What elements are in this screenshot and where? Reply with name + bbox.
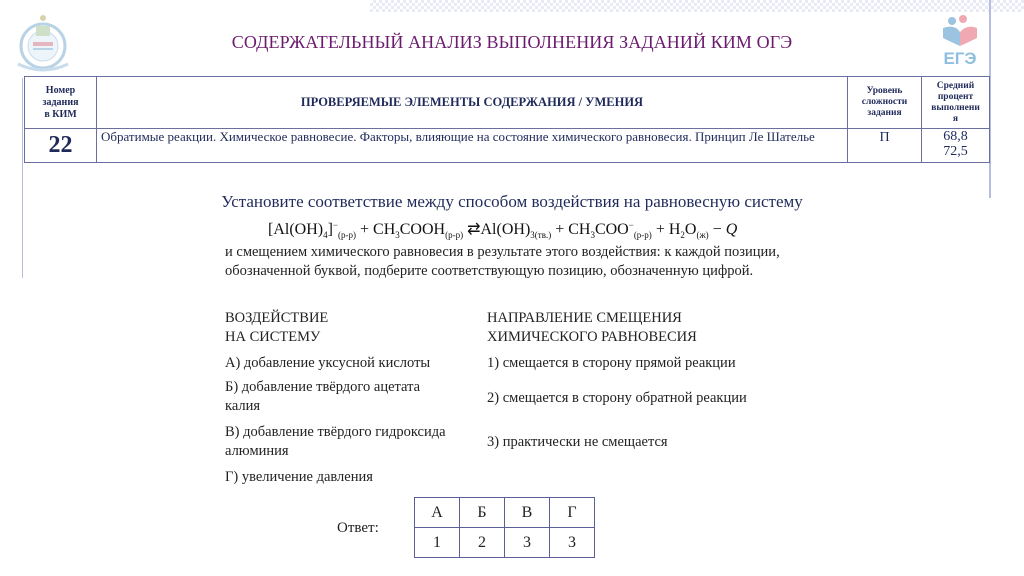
task-instruction: Установите соответствие между способом воздействия на равновесную систему — [221, 192, 803, 211]
answer-digit-cell: 3 — [505, 528, 550, 558]
answer-digit-cell: 2 — [460, 528, 505, 558]
frame-line-left — [22, 78, 23, 278]
shift-option-1: 1) смещается в сторону прямой реакции — [487, 355, 736, 371]
answer-label: Ответ: — [337, 520, 379, 536]
answer-letter-cell: А — [415, 498, 460, 528]
shift-option-3: 3) практически не смещается — [487, 434, 668, 450]
answer-table — [414, 497, 595, 558]
svg-text:ЕГЭ: ЕГЭ — [943, 49, 977, 68]
task-number: 22 — [25, 129, 97, 163]
header-content-elements: ПРОВЕРЯЕМЫЕ ЭЛЕМЕНТЫ СОДЕРЖАНИЯ / УМЕНИЯ — [97, 77, 848, 129]
answer-digits-row — [415, 528, 595, 558]
impact-item-g: Г) увеличение давления — [225, 469, 373, 485]
answer-letter-cell: В — [505, 498, 550, 528]
header-difficulty-level: Уровень сложности задания — [848, 77, 922, 129]
difficulty-level: П — [848, 129, 922, 163]
header-average-percent: Средний процент выполнени я — [922, 77, 990, 129]
decorative-pattern-strip — [370, 0, 1024, 12]
answer-digit-cell: 3 — [550, 528, 595, 558]
answer-digit-cell: 1 — [415, 528, 460, 558]
impact-item-b: Б) добавление твёрдого ацетата калия — [225, 379, 421, 414]
answer-letters-row — [415, 498, 595, 528]
shift-column-header: НАПРАВЛЕНИЕ СМЕЩЕНИЯ ХИМИЧЕСКОГО РАВНОВЕСИЯ — [487, 310, 697, 345]
task-body-text: и смещением химического равновесия в результате этого воздействия: к каждой позиции, обозначенной буквой, подберите соответствующую позицию, обозначенную цифрой. — [225, 244, 780, 279]
header-task-number: Номер задания в КИМ — [25, 77, 97, 129]
table-row — [25, 129, 990, 163]
chemical-equation: $[Al(OH)_4]^-_{(р-р)}$ + $CH_3COOH_{(р-р)}$ $⇄Al(OH)_{3(тв.)} + CH_3COO^-_{(р-р)} + H_2O_{(ж)} - Q$ — [268, 220, 738, 240]
task-description: Обратимые реакции. Химическое равновесие. Факторы, влияющие на состояние химического равновесия. Принцип Ле Шателье — [97, 129, 848, 163]
impact-column-header: ВОЗДЕЙСТВИЕ НА СИСТЕМУ — [225, 310, 329, 345]
average-percent: 68,8 72,5 — [922, 129, 990, 163]
table-header-row — [25, 77, 990, 129]
shift-option-2: 2) смещается в сторону обратной реакции — [487, 390, 747, 406]
impact-item-a: А) добавление уксусной кислоты — [225, 355, 431, 371]
answer-letter-cell: Б — [460, 498, 505, 528]
slide-title: СОДЕРЖАТЕЛЬНЫЙ АНАЛИЗ ВЫПОЛНЕНИЯ ЗАДАНИЙ КИМ ОГЭ — [231, 32, 793, 52]
kim-task-table — [24, 76, 990, 163]
answer-letter-cell: Г — [550, 498, 595, 528]
impact-item-v: В) добавление твёрдого гидроксида алюминия — [225, 424, 446, 459]
